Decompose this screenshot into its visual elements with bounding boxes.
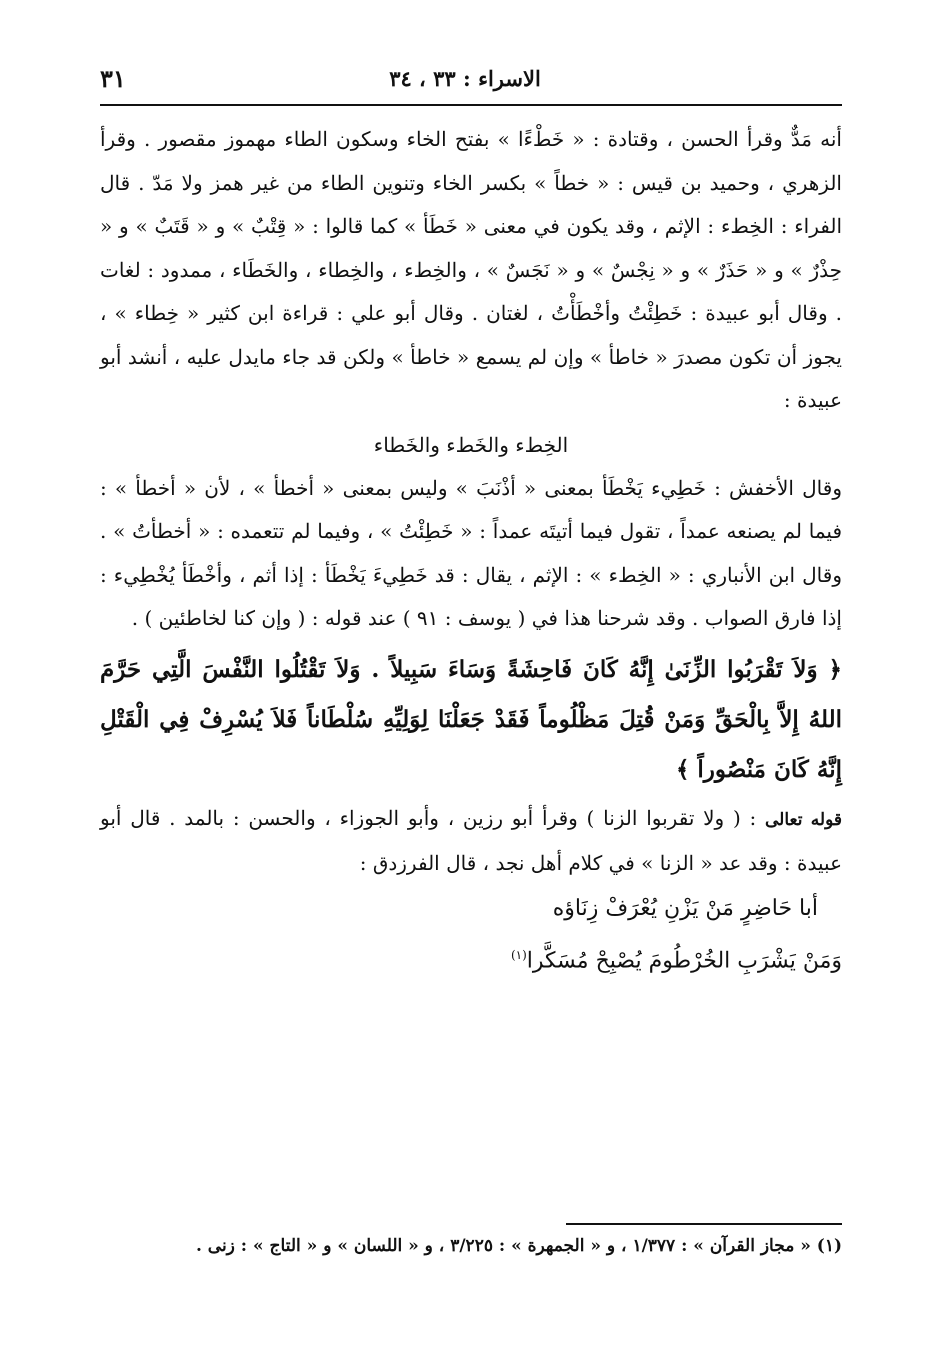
verse-line: الخِطء والخَطء والخَطاء — [373, 432, 569, 457]
paragraph-1: أنه مَدٌّ وقرأ الحسن ، وقتادة : « خَطْءًا » بفتح الخاء وسكون الطاء مهموز مقصور . وقرأ الزهري ، وحميد بن قيس : « خطاً » بكسر الخاء وتنوين الطاء من غير همز ولا مَدّ . قال الفراء : الخِطء : الإثم ، وقد يكون في معنى « خَطَأ » كما قالوا : « قِتْبٌ » و « قَتَبٌ » و « حِذْرٌ » و « حَذَرٌ » و « نِجْسٌ » و « نَجَسٌ » ، والخِطء ، والخِطاء ، والخَطَاء ، ممدود : لغات . وقال أبو عبيدة : خَطِئْتُ وأخْطَأْتُ ، لغتان . وقال أبو علي : قراءة ابن كثير « خِطاء » ، يجوز أن تكون مصدرَ « خاطأ » وإن لم يسمع « خاطأ » ولكن قد جاء مايدل عليه ، أنشد أبو عبيدة : — [100, 127, 842, 412]
footnote-rule — [566, 1223, 842, 1225]
paragraph-2: وقال الأخفش : خَطِيء يَخْطَأ بمعنى « أذْنَبَ » وليس بمعنى « أخطأ » ، لأن « أخطأ » : فيما لم يصنعه عمداً ، تقول فيما أتيتَه عمداً : « خَطِئْتُ » ، وفيما لم تتعمده : « أخطأتُ » . وقال ابن الأنباري : « الخِطء » : الإثم ، يقال : قد خَطِيءَ يَخْطَأ : إذا أثم ، وأخْطَأ يُخْطِيء : إذا فارق الصواب . وقد شرحنا هذا في ( يوسف : ٩١ ) عند قوله : ( وإن كنا لخاطئين ) . — [100, 475, 842, 630]
page-number: ٣١ — [100, 64, 126, 93]
commentary-text: : ( ولا تقربوا الزنا ) وقرأ أبو رزين ، وأبو الجوزاء ، والحسن : بالمد . قال أبو عبيدة : وقد عد « الزنا » في كلام أهل نجد ، قال الفرزدق : — [100, 805, 842, 875]
running-title: الاسراء : ٣٣ ، ٣٤ — [389, 66, 541, 91]
poem-line-2 — [100, 932, 842, 984]
commentary-lemma: قوله تعالى — [765, 809, 842, 830]
quran-verse: ﴿ وَلاَ تَقْرَبُوا الزِّنَىٰ إِنَّهُ كَانَ فَاحِشَةً وَسَاءَ سَبِيلاً . وَلاَ تَقْتُلُوا النَّفْسَ الَّتِي حَرَّمَ اللهُ إِلاَّ بِالْحَقِّ وَمَنْ قُتِلَ مَظْلُوماً فَقَدْ جَعَلْنَا لِوَلِيِّهِ سُلْطَاناً فَلاَ يُسْرِفْ فِي الْقَتْلِ إِنَّهُ كَانَ مَنْصُوراً ﴾ — [100, 655, 842, 783]
poem-line-1: أبا حَاضِرٍ مَنْ يَزْنِ يُعْرَفْ زِنَاؤه — [552, 895, 818, 921]
footnote: (١) « مجاز القرآن » : ١/٣٧٧ ، و « الجمهرة » : ٣/٢٢٥ ، و « اللسان » و « التاج » : زنى . — [195, 1236, 842, 1256]
poem-line-2-text: وَمَنْ يَشْرَبِ الخُرْطُومَ يُصْبِحْ مُسَكَّرا — [526, 947, 842, 973]
header-rule — [100, 104, 842, 106]
commentary-paragraph — [100, 797, 842, 886]
footnote-marker: (١) — [510, 947, 527, 962]
body-text — [100, 118, 842, 984]
page-header — [100, 64, 830, 104]
